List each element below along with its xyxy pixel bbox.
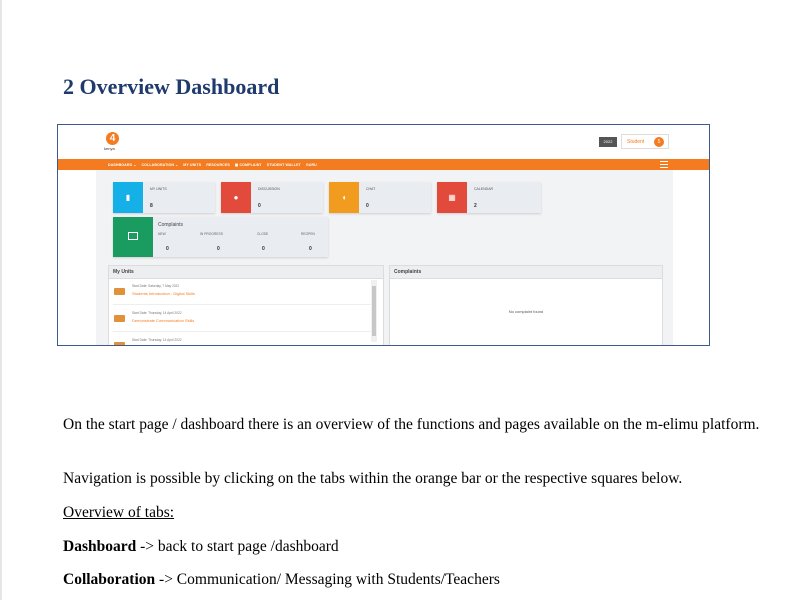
stat-value-new: 0 — [166, 246, 169, 252]
complaint-list-icon — [113, 217, 153, 257]
user-menu-button[interactable] — [621, 134, 669, 149]
dashboard-screenshot — [57, 124, 710, 346]
list-item[interactable] — [113, 307, 371, 332]
stat-value-reopen: 0 — [309, 246, 312, 252]
stat-label-reopen: REOPEN — [301, 232, 315, 236]
unit-date: Start Date: Thursday, 14 April 2022 — [132, 338, 182, 342]
section-heading: 2 Overview Dashboard — [63, 74, 280, 99]
stat-label-close: CLOSE — [257, 232, 269, 236]
nav-resources[interactable]: RESOURCES — [206, 162, 230, 167]
logo-icon[interactable]: 4 — [106, 132, 119, 145]
nav-complaint[interactable]: ▦ COMPLAINT — [234, 162, 262, 167]
card-value: 0 — [366, 203, 369, 209]
my-units-header: My Units — [109, 266, 383, 279]
card-label: DISCUSSION — [258, 187, 280, 191]
year-badge[interactable]: 2022 — [599, 137, 617, 147]
hamburger-menu-icon[interactable] — [660, 161, 668, 168]
card-complaints[interactable] — [113, 217, 328, 257]
dashboard-content — [96, 170, 673, 345]
units-scrollbar[interactable] — [371, 280, 377, 342]
card-my-units[interactable] — [113, 182, 215, 213]
book-icon: ▮ — [113, 182, 143, 213]
card-chat[interactable] — [329, 182, 431, 213]
user-count-badge: 5 — [654, 137, 664, 147]
card-calendar[interactable] — [437, 182, 541, 213]
users-icon: ● — [221, 182, 251, 213]
stat-value-in-progress: 0 — [217, 246, 220, 252]
paragraph-overview: On the start page / dashboard there is an overview of the functions and pages available on the m-elimu platform. — [63, 416, 760, 433]
unit-date: Start Date: Thursday, 14 April 2022 — [132, 311, 182, 315]
complaints-panel-header: Complaints — [390, 266, 662, 279]
nav-student-wallet[interactable]: STUDENT WALLET — [266, 162, 301, 167]
nav-collaboration[interactable]: COLLABORATION ⌄ — [141, 162, 179, 167]
logo-text: kenya — [104, 146, 115, 151]
calendar-icon: ▦ — [437, 182, 467, 213]
unit-title-link[interactable]: Students Introduction - Digital Skills — [132, 291, 195, 296]
paragraph-navigation: Navigation is possible by clicking on the tabs within the orange bar or the respective squares below. — [63, 470, 683, 487]
card-value: 2 — [474, 203, 477, 209]
book-icon — [114, 315, 125, 322]
tab-description-collaboration — [63, 569, 500, 591]
nav-my-units[interactable]: MY UNITS — [183, 162, 202, 167]
term-collaboration: Collaboration — [63, 571, 156, 588]
nav-guru[interactable]: GURU — [305, 162, 317, 167]
term-dashboard: Dashboard — [63, 538, 137, 555]
card-label: CHAT — [366, 187, 376, 191]
list-item[interactable] — [113, 280, 371, 305]
app-header — [58, 125, 709, 159]
user-label: Student — [627, 139, 645, 145]
stat-value-close: 0 — [262, 246, 265, 252]
unit-date: Start Date: Saturday, 7 May 2022 — [132, 284, 180, 288]
stat-label-in-progress: IN PROGRESS — [200, 232, 223, 236]
list-item[interactable] — [113, 334, 371, 346]
chat-icon: ◖ — [329, 182, 359, 213]
book-icon — [114, 288, 125, 295]
orange-nav-bar — [58, 159, 709, 170]
complaints-panel — [389, 265, 663, 346]
desc-dashboard: -> back to start page /dashboard — [136, 538, 339, 555]
card-value: 0 — [258, 203, 261, 209]
stat-label-new: NEW — [158, 232, 166, 236]
card-label: CALENDAR — [474, 187, 494, 191]
nav-dashboard[interactable]: DASHBOARD ⌄ — [108, 162, 137, 167]
tab-description-dashboard — [63, 536, 339, 558]
card-label: MY UNITS — [150, 187, 167, 191]
page-edge — [0, 0, 2, 600]
desc-collaboration: -> Communication/ Messaging with Students/Teachers — [155, 571, 500, 588]
book-icon — [114, 342, 125, 346]
my-units-panel — [108, 265, 384, 346]
card-discussion[interactable] — [221, 182, 323, 213]
empty-state-text: No complaint found — [508, 309, 544, 314]
card-value: 8 — [150, 203, 153, 209]
complaints-title: Complaints — [158, 222, 184, 228]
unit-title-link[interactable]: Demonstrate Communication Skills — [132, 318, 195, 323]
paragraph-tabs-heading: Overview of tabs: — [63, 504, 175, 521]
